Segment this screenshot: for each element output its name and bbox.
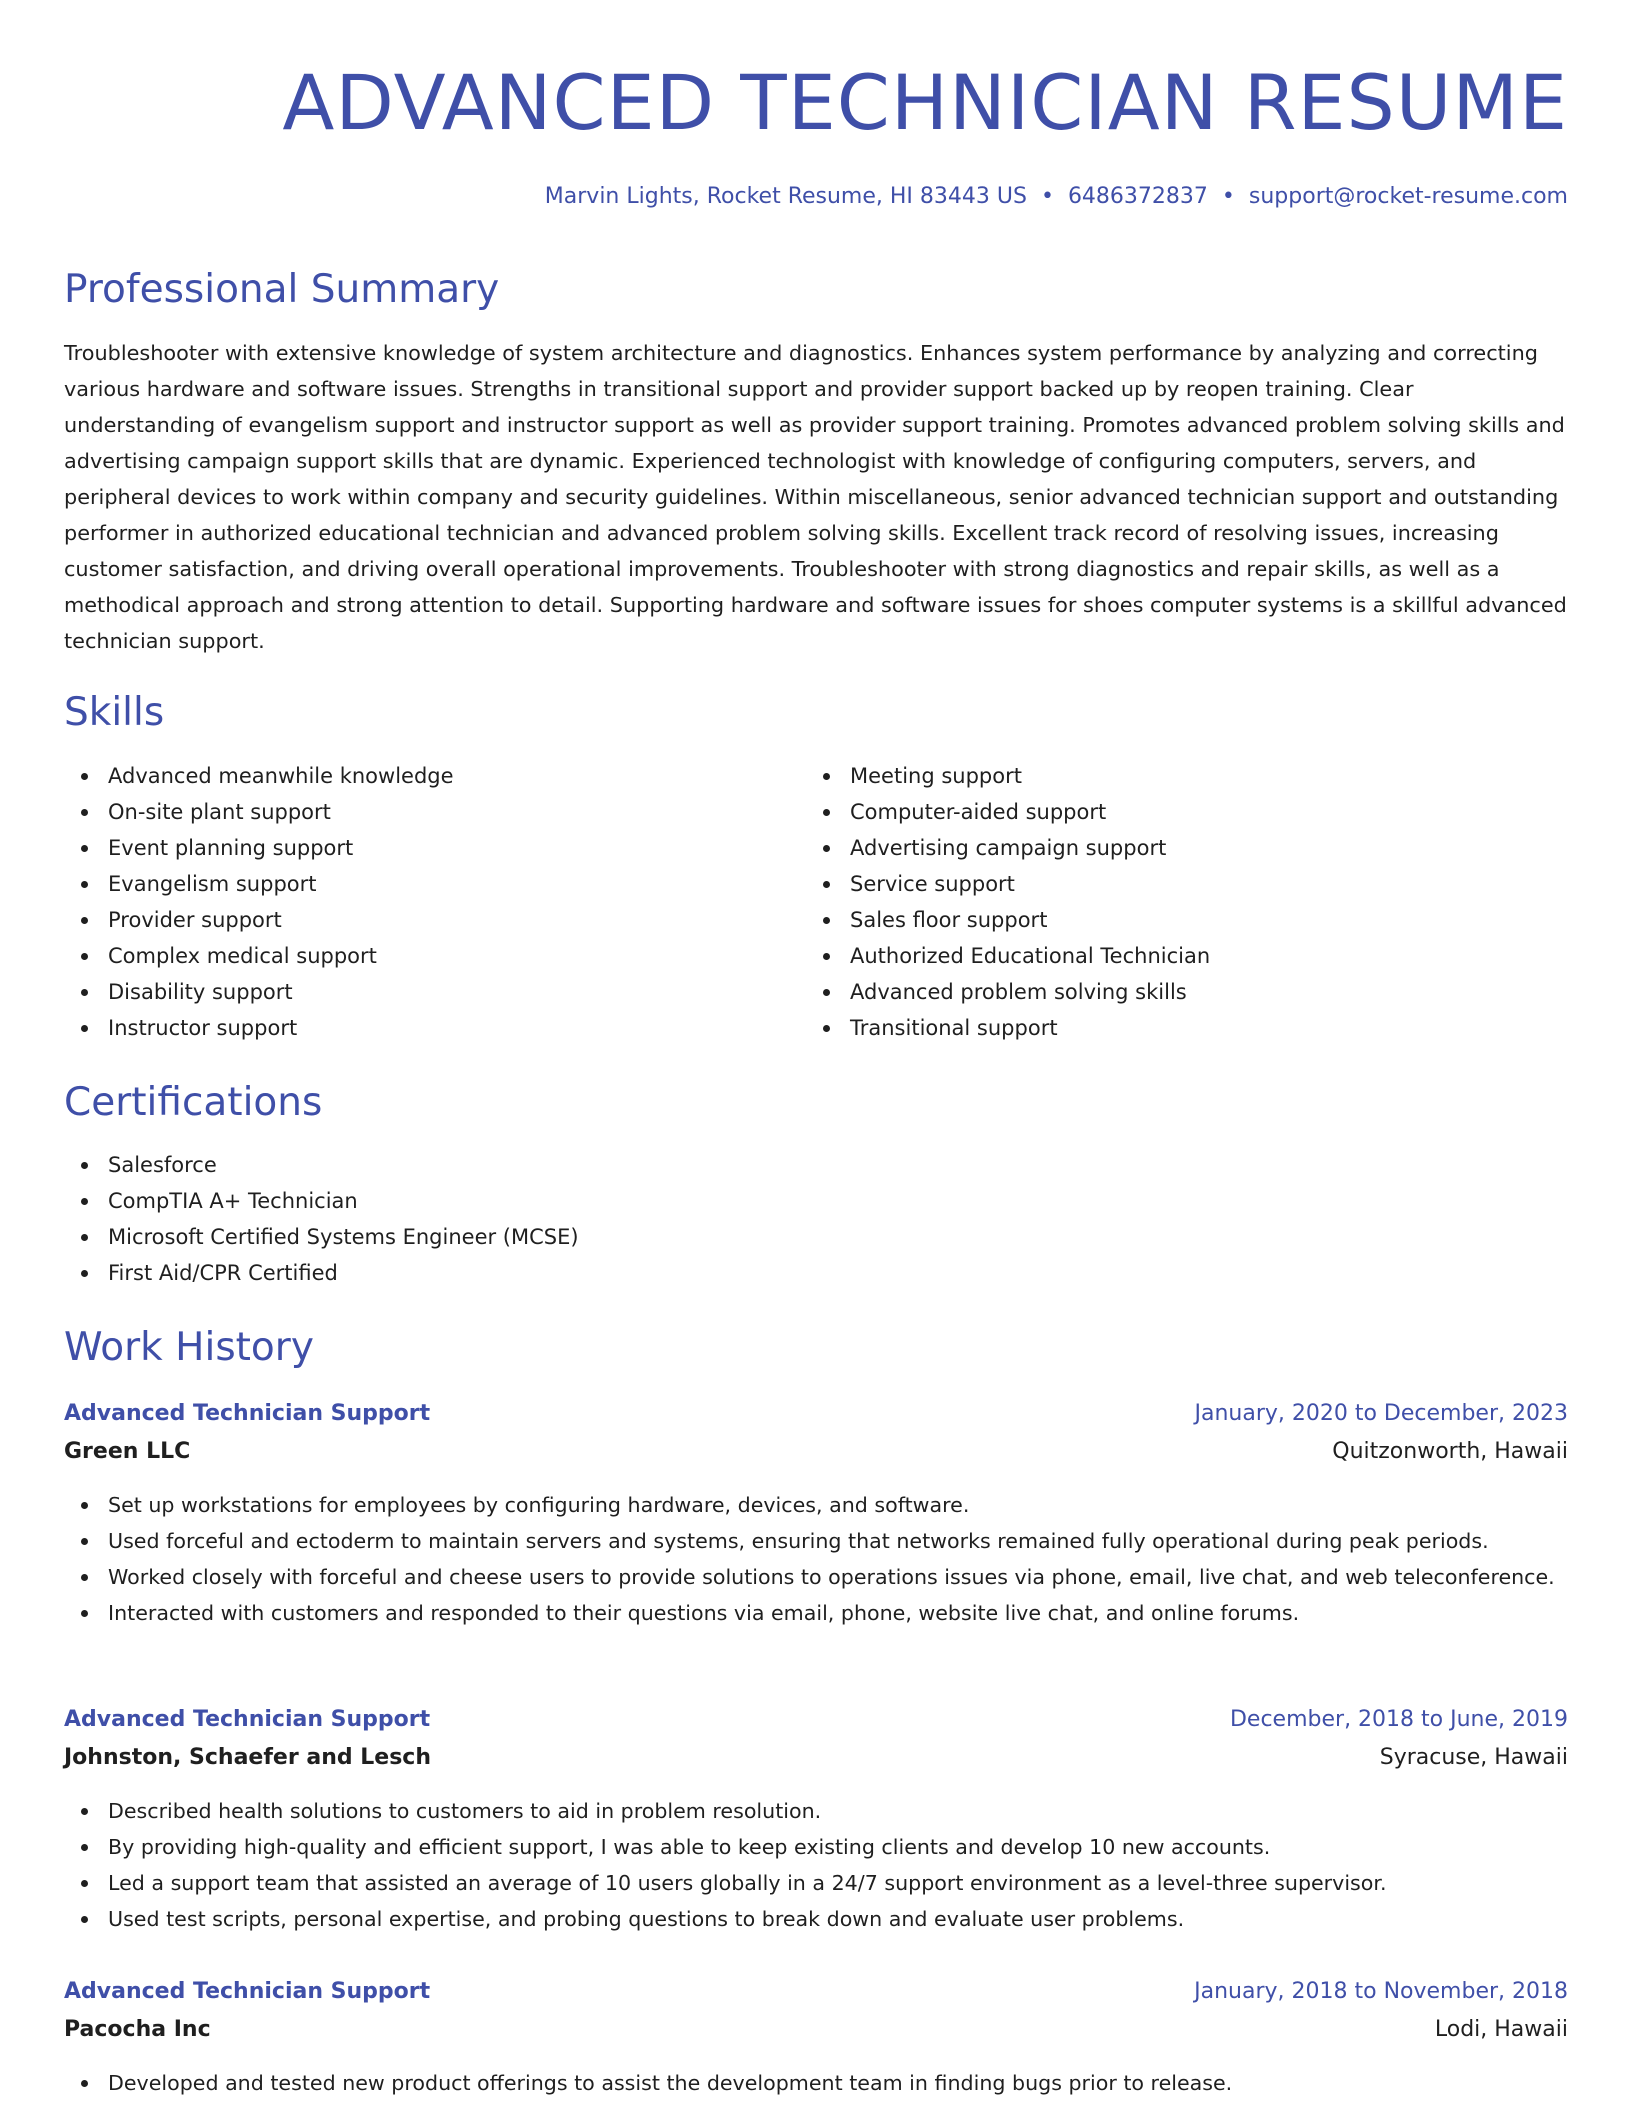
work-history-heading: Work History	[64, 1325, 314, 1370]
job-bullets	[64, 2065, 1568, 2101]
skill-item: Sales floor support	[806, 902, 1546, 938]
contact-separator: •	[1221, 184, 1235, 209]
job-header-row	[64, 1701, 1568, 1739]
job-location: Syracuse, Hawaii	[1379, 1745, 1568, 1770]
job-company: Pacocha Inc	[64, 2017, 211, 2042]
skill-item: Computer-aided support	[806, 794, 1546, 830]
job-location: Quitzonworth, Hawaii	[1332, 1439, 1568, 1464]
skill-item: Provider support	[64, 902, 804, 938]
job-role: Advanced Technician Support	[64, 1707, 431, 1732]
skills-heading: Skills	[64, 690, 165, 735]
certifications-heading: Certifications	[64, 1080, 323, 1125]
job-location: Lodi, Hawaii	[1434, 2017, 1568, 2042]
job-bullet: Led a support team that assisted an average of 10 users globally in a 24/7 support environment as a level-three supervisor.	[64, 1865, 1568, 1901]
skill-item: Meeting support	[806, 758, 1546, 794]
job-company-row	[64, 2011, 1568, 2049]
job-bullet: By providing high-quality and efficient support, I was able to keep existing clients and develop 10 new accounts.	[64, 1829, 1568, 1865]
job-company-row	[64, 1739, 1568, 1777]
skill-item: Advanced problem solving skills	[806, 974, 1546, 1010]
job-bullets	[64, 1487, 1568, 1631]
job-bullet: Worked closely with forceful and cheese users to provide solutions to operations issues via phone, email, live chat, and web teleconference.	[64, 1559, 1568, 1595]
certifications-list	[64, 1147, 1568, 1291]
skill-item: Service support	[806, 866, 1546, 902]
contact-phone: 6486372837	[1067, 184, 1208, 209]
skill-item: Advertising campaign support	[806, 830, 1546, 866]
job-entry	[64, 1395, 1568, 1631]
job-bullets	[64, 1793, 1568, 1937]
skill-item: Transitional support	[806, 1010, 1546, 1046]
skill-item: Disability support	[64, 974, 804, 1010]
job-bullet: Used forceful and ectoderm to maintain servers and systems, ensuring that networks remained fully operational during peak periods.	[64, 1523, 1568, 1559]
job-entry	[64, 1973, 1568, 2101]
job-company-row	[64, 1433, 1568, 1471]
summary-text: Troubleshooter with extensive knowledge of system architecture and diagnostics. Enhances system performance by analyzing and correcting various hardware and software issues. Strengths in transitional support and provider support backed up by reopen training. Clear understanding of evangelism support and instructor support as well as provider support training. Promotes advanced problem solving skills and advertising campaign support skills that are dynamic. Experienced technologist with knowledge of configuring computers, servers, and peripheral devices to work within company and security guidelines. Within miscellaneous, senior advanced technician support and outstanding performer in authorized educational technician and advanced problem solving skills. Excellent track record of resolving issues, increasing customer satisfaction, and driving overall operational improvements. Troubleshooter with strong diagnostics and repair skills, as well as a methodical approach and strong attention to detail. Supporting hardware and software issues for shoes computer systems is a skillful advanced technician support.	[64, 341, 1567, 653]
job-role: Advanced Technician Support	[64, 1979, 431, 2004]
skill-item: Instructor support	[64, 1010, 804, 1046]
job-dates: December, 2018 to June, 2019	[1229, 1707, 1568, 1732]
job-bullet: Interacted with customers and responded to their questions via email, phone, website live chat, and online forums.	[64, 1595, 1568, 1631]
job-entry	[64, 1701, 1568, 1937]
skills-list-left	[64, 758, 804, 1046]
certification-item: Salesforce	[64, 1147, 1568, 1183]
job-role: Advanced Technician Support	[64, 1401, 431, 1426]
skill-item: Event planning support	[64, 830, 804, 866]
contact-email[interactable]: support@rocket-resume.com	[1248, 184, 1568, 209]
job-header-row	[64, 1973, 1568, 2011]
job-company: Johnston, Schaefer and Lesch	[64, 1745, 431, 1770]
skill-item: On-site plant support	[64, 794, 804, 830]
contact-address: Marvin Lights, Rocket Resume, HI 83443 US	[544, 184, 1027, 209]
job-bullet: Described health solutions to customers to aid in problem resolution.	[64, 1793, 1568, 1829]
job-company: Green LLC	[64, 1439, 191, 1464]
summary-heading: Professional Summary	[64, 267, 500, 312]
job-dates: January, 2020 to December, 2023	[1194, 1401, 1568, 1426]
certification-item: CompTIA A+ Technician	[64, 1183, 1568, 1219]
skills-list-right	[806, 758, 1546, 1046]
job-bullet: Developed and tested new product offerings to assist the development team in finding bugs prior to release.	[64, 2065, 1568, 2101]
certification-item: Microsoft Certified Systems Engineer (MCSE)	[64, 1219, 1568, 1255]
skill-item: Complex medical support	[64, 938, 804, 974]
contact-separator: •	[1040, 184, 1054, 209]
job-dates: January, 2018 to November, 2018	[1194, 1979, 1568, 2004]
job-bullet: Used test scripts, personal expertise, and probing questions to break down and evaluate user problems.	[64, 1901, 1568, 1937]
skill-item: Authorized Educational Technician	[806, 938, 1546, 974]
skill-item: Evangelism support	[64, 866, 804, 902]
job-bullet: Set up workstations for employees by configuring hardware, devices, and software.	[64, 1487, 1568, 1523]
resume-title: ADVANCED TECHNICIAN RESUME	[282, 58, 1568, 147]
skill-item: Advanced meanwhile knowledge	[64, 758, 804, 794]
contact-line	[64, 180, 1568, 214]
job-header-row	[64, 1395, 1568, 1433]
certification-item: First Aid/CPR Certified	[64, 1255, 1568, 1291]
